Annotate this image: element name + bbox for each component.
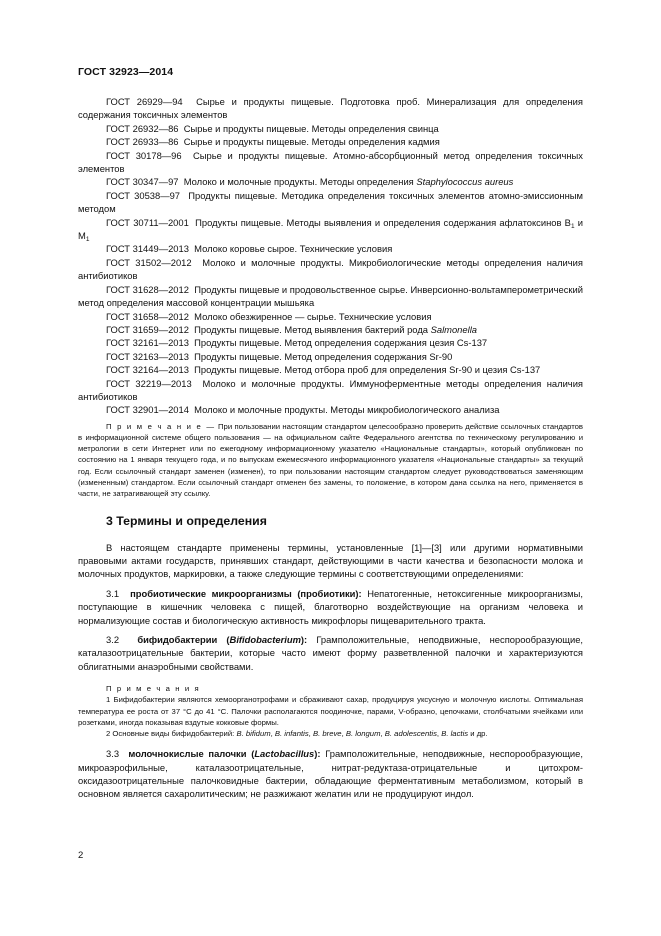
species-name: B. infantis bbox=[274, 729, 309, 739]
reference-code: ГОСТ 30711—2001 bbox=[106, 216, 189, 228]
reference-title: Продукты пищевые. Методика определения токсичных элементов атомно-эмиссионным методом bbox=[78, 189, 583, 215]
species-name: B. longum bbox=[345, 729, 381, 739]
reference-code: ГОСТ 32219—2013 bbox=[106, 377, 192, 389]
reference-title: Молоко и молочные продукты. Микробиологические методы определения наличия антибиотиков bbox=[78, 256, 583, 282]
reference-item bbox=[78, 323, 583, 336]
reference-title: Молоко и молочные продукты. Методы определения bbox=[183, 176, 417, 188]
reference-code: ГОСТ 31658—2012 bbox=[106, 310, 189, 322]
reference-code: ГОСТ 26932—86 bbox=[106, 122, 179, 134]
reference-code: ГОСТ 32164—2013 bbox=[106, 364, 189, 376]
reference-item bbox=[78, 256, 583, 283]
note-1: 1 Бифидобактерии являются хемоорганотрофами и сбраживают сахар, продуцируя уксусную и молочную кислоты. Оптимальная температура ее роста от 37 °С до 41 °С. Палочки располагаются поодиночке, парами, V-образно, цепочками, столбчатыми ячейками или розетками, иногда показывая вздутые кокковые формы. bbox=[78, 695, 583, 727]
term-definition: Грамположительные, неподвижные, неспорообразующие, каталазоотрицательные бактерии, которые часто имеют форму разветвленной палочки и характеризуются облигатными анаэробными свойствами. bbox=[78, 634, 584, 672]
reference-item bbox=[78, 122, 583, 135]
term-definition: Грамположительные, неподвижные, неспорообразующие, микроаэрофильные, каталазоотрицательные, нитрат-редуктаза-отрицательные и цитохром-оксидазоотрицательные палочковидные бактерии, обладающие ферментативным метаболизмом, который в основном является сахаролитическим; не разжижают желатин или не продуцируют индол. bbox=[78, 748, 583, 800]
reference-code: ГОСТ 30347—97 bbox=[106, 176, 179, 188]
reference-title: Сырье и продукты пищевые. Методы определения кадмия bbox=[183, 136, 440, 148]
page-number: 2 bbox=[78, 850, 84, 861]
species-name: B. bifidum bbox=[236, 729, 271, 739]
reference-item bbox=[78, 336, 583, 349]
note-label: П р и м е ч а н и е — bbox=[106, 421, 216, 431]
term-number: 3.1 bbox=[106, 587, 120, 599]
reference-item bbox=[78, 189, 583, 216]
term-name: бифидобактерии (Bifidobacterium): bbox=[137, 634, 308, 646]
reference-code: ГОСТ 32163—2013 bbox=[106, 350, 189, 362]
species-name: B. adolescentis bbox=[384, 729, 437, 739]
reference-title: Продукты пищевые. Метод отбора проб для определения Sr-90 и цезия Cs-137 bbox=[194, 364, 541, 376]
reference-code: ГОСТ 30178—96 bbox=[106, 149, 182, 161]
species-name: B. lactis bbox=[441, 729, 469, 739]
reference-title: Молоко обезжиренное — сырье. Технические условия bbox=[194, 310, 432, 322]
reference-title: Молоко и молочные продукты. Методы микробиологического анализа bbox=[194, 404, 500, 416]
reference-code: ГОСТ 31659—2012 bbox=[106, 323, 189, 335]
reference-code: ГОСТ 30538—97 bbox=[106, 189, 181, 201]
aflatoxin-names: $B_1$ и $M_1$ bbox=[78, 216, 583, 244]
reference-item bbox=[78, 149, 583, 176]
term-number: 3.3 bbox=[106, 748, 120, 760]
reference-item bbox=[78, 310, 583, 323]
reference-title: Продукты пищевые. Метод выявления бактерий рода bbox=[194, 323, 431, 335]
reference-item bbox=[78, 403, 583, 416]
note-text: При пользовании настоящим стандартом целесообразно проверить действие ссылочных стандартов в информационной системе общего пользования — на официальном сайте Федерального агентства по техническому регулированию и метрологии в сети Интернет или по ежегодному информационному указателю «Национальные стандарты», который опубликован по состоянию на 1 января текущего года, и по выпускам ежемесячного информационного указателя «Национальные стандарты» за текущий год. Если ссылочный стандарт заменен (изменен), то при пользовании настоящим стандартом следует руководствоваться заменяющим (измененным) стандартом. Если ссылочный стандарт отменен без замены, то положение, в котором дана ссылка на него, применяется в части, не затрагивающей эту ссылку. bbox=[78, 421, 584, 498]
term-number: 3.2 bbox=[106, 634, 120, 646]
reference-title: Продукты пищевые. Методы выявления и определения содержания афлатоксинов bbox=[195, 216, 562, 228]
reference-title-italic: Staphylococcus aureus bbox=[416, 176, 514, 188]
term-name: пробиотические микроорганизмы (пробиотики): bbox=[130, 587, 362, 599]
document-body bbox=[78, 95, 583, 801]
reference-list bbox=[78, 95, 583, 417]
notes-title: П р и м е ч а н и я bbox=[106, 684, 201, 694]
reference-item bbox=[78, 242, 583, 255]
reference-title: Продукты пищевые. Метод определения содержания цезия Cs-137 bbox=[194, 337, 488, 349]
reference-item bbox=[78, 175, 583, 188]
reference-title: Продукты пищевые и продовольственное сырье. Инверсионно-вольтамперометрический метод определения массовой концентрации мышьяка bbox=[78, 283, 584, 309]
reference-item bbox=[78, 135, 583, 148]
reference-code: ГОСТ 31449—2013 bbox=[106, 243, 189, 255]
term-definition: Непатогенные, нетоксигенные микроорганизмы, поступающие в кишечник человека с пищей, благотворно воздействующие на организм человека и нормализующие состав и биологическую активность микрофлоры пищеварительного тракта. bbox=[78, 587, 583, 626]
reference-item bbox=[78, 283, 583, 310]
reference-code: ГОСТ 26933—86 bbox=[106, 136, 179, 148]
reference-item bbox=[78, 363, 583, 376]
reference-code: ГОСТ 32161—2013 bbox=[106, 337, 189, 349]
reference-title: Сырье и продукты пищевые. Методы определения свинца bbox=[183, 122, 439, 134]
reference-code: ГОСТ 26929—94 bbox=[106, 96, 183, 107]
document-header: ГОСТ 32923—2014 bbox=[78, 66, 174, 78]
reference-title-italic: Salmonella bbox=[430, 323, 477, 335]
reference-title: Сырье и продукты пищевые. Подготовка проб. Минерализация для определения содержания токсичных элементов bbox=[78, 96, 583, 121]
reference-title: Сырье и продукты пищевые. Атомно-абсорбционный метод определения токсичных элементов bbox=[78, 149, 583, 175]
reference-note bbox=[78, 421, 583, 499]
term-3-2 bbox=[78, 633, 583, 673]
reference-item bbox=[78, 377, 583, 404]
term-name: молочнокислые палочки (Lactobacillus): bbox=[128, 748, 321, 760]
reference-item bbox=[78, 350, 583, 363]
term-3-3 bbox=[78, 747, 583, 801]
reference-item bbox=[78, 216, 583, 243]
section-3-title: 3 Термины и определения bbox=[106, 514, 267, 529]
species-list: B. bifidum, B. infantis, B. breve, B. longum, B. adolescentis, B. lactis bbox=[236, 729, 469, 739]
reference-title: Молоко коровье сырое. Технические условия bbox=[194, 243, 393, 255]
term-3-1 bbox=[78, 587, 583, 627]
note-2: 2 Основные виды бифидобактерий: B. bifidum, B. infantis, B. breve, B. longum, B. adolescentis, B. lactis и др. bbox=[106, 729, 488, 739]
reference-code: ГОСТ 31628—2012 bbox=[106, 283, 189, 295]
reference-code: ГОСТ 32901—2014 bbox=[106, 404, 189, 416]
reference-title: Продукты пищевые. Метод определения содержания Sr-90 bbox=[194, 350, 453, 362]
section-3-intro: В настоящем стандарте применены термины, установленные [1]—[3] или другими нормативными правовыми актами государств, принявших стандарт, действующими в части качества и безопасности молока и молочных продуктов, маркировки, а также следующие термины с соответствующими определениями: bbox=[78, 541, 583, 580]
reference-item bbox=[78, 95, 583, 122]
species-name: B. breve bbox=[312, 729, 342, 739]
reference-code: ГОСТ 31502—2012 bbox=[106, 256, 192, 268]
reference-title: Молоко и молочные продукты. Иммуноферментные методы определения наличия антибиотиков bbox=[78, 377, 584, 402]
